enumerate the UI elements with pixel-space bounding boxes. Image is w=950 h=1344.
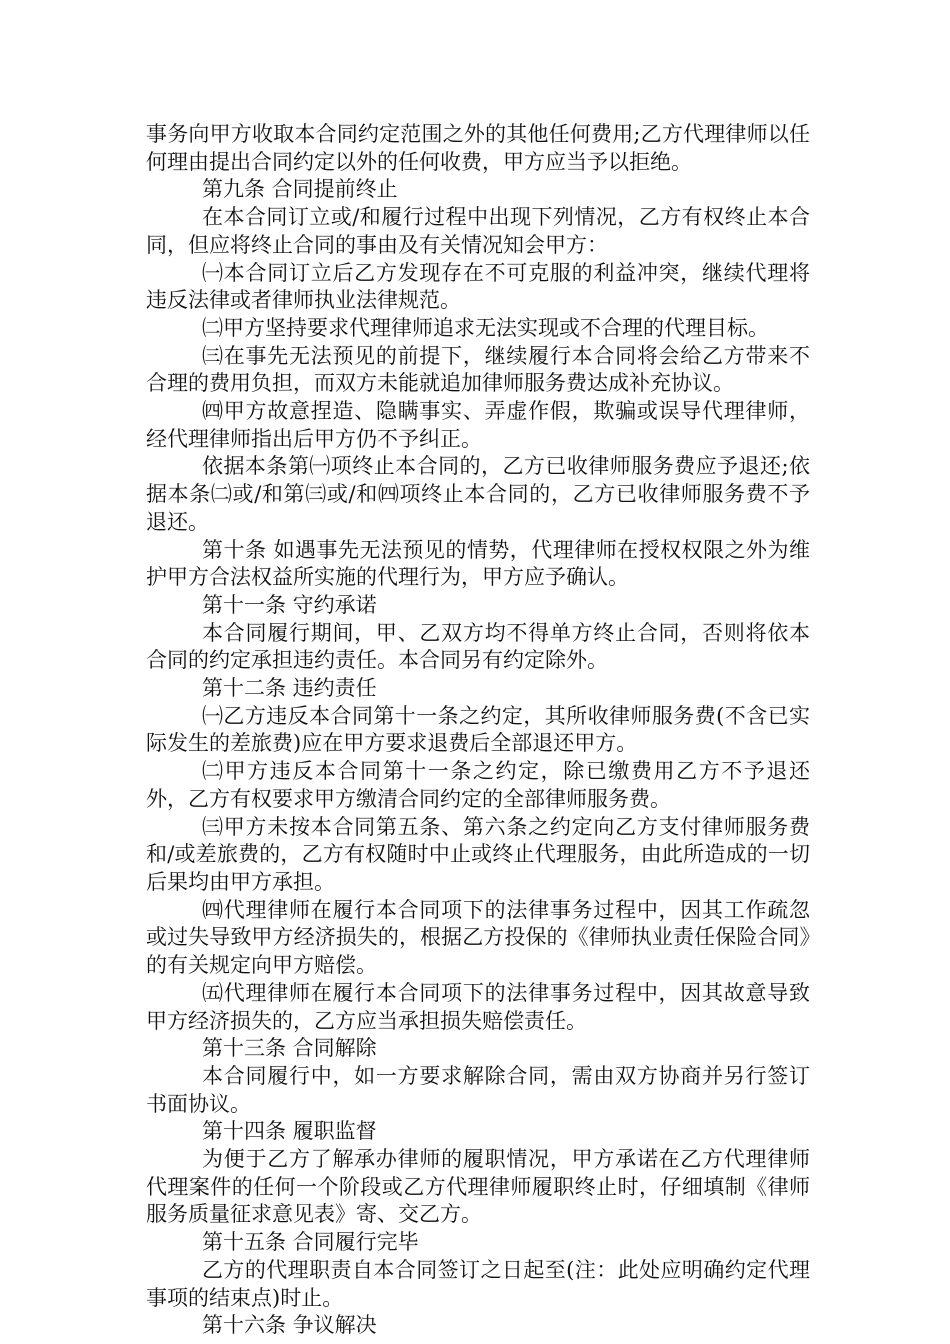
article-12-item-3: ㈢甲方未按本合同第五条、第六条之约定向乙方支付律师服务费和/或差旅费的，乙方有权随时中止或终止代理服务，由此所造成的一切后果均由甲方承担。 [146,814,810,894]
article-15-heading: 第十五条 合同履行完毕 [202,1230,419,1255]
article-9-item-2: ㈡甲方坚持要求代理律师追求无法实现或不合理的代理目标。 [202,315,769,340]
article-9-heading: 第九条 合同提前终止 [202,177,398,202]
document-page [146,121,810,1340]
article-9-item-4: ㈣甲方故意捏造、隐瞒事实、弄虚作假，欺骗或误导代理律师，经代理律师指出后甲方仍不予纠正。 [146,399,810,451]
article-9-item-1: ㈠本合同订立后乙方发现存在不可克服的利益冲突，继续代理将违反法律或者律师执业法律规范。 [146,260,810,313]
article-13-body: 本合同履行中，如一方要求解除合同，需由双方协商并另行签订书面协议。 [146,1063,810,1116]
article-15-body: 乙方的代理职责自本合同签订之日起至(注：此处应明确约定代理事项的结束点)时止。 [146,1257,810,1310]
article-9-item-3: ㈢在事先无法预见的前提下，继续履行本合同将会给乙方带来不合理的费用负担，而双方未能就追加律师服务费达成补充协议。 [146,343,810,396]
article-9-refund-rule: 依据本条第㈠项终止本合同的，乙方已收律师服务费应予退还;依据本条㈡或/和第㈢或/和㈣项终止本合同的，乙方已收律师服务费不予退还。 [146,454,810,534]
article-11-heading: 第十一条 守约承诺 [202,592,377,617]
article-16-heading: 第十六条 争议解决 [202,1313,377,1338]
article-14-body: 为便于乙方了解承办律师的履职情况，甲方承诺在乙方代理律师代理案件的任何一个阶段或乙方代理律师履职终止时，仔细填制《律师服务质量征求意见表》寄、交乙方。 [146,1147,810,1227]
article-12-item-2: ㈡甲方违反本合同第十一条之约定，除已缴费用乙方不予退还外，乙方有权要求甲方缴清合同约定的全部律师服务费。 [146,759,810,811]
article-12-item-5: ㈤代理律师在履行本合同项下的法律事务过程中，因其故意导致甲方经济损失的，乙方应当承担损失赔偿责任。 [146,980,810,1033]
paragraph-fees-continued: 事务向甲方收取本合同约定范围之外的其他任何费用;乙方代理律师以任何理由提出合同约定以外的任何收费，甲方应当予以拒绝。 [146,122,810,174]
article-13-heading: 第十三条 合同解除 [202,1036,377,1061]
article-12-heading: 第十二条 违约责任 [202,676,377,701]
article-11-body: 本合同履行期间，甲、乙双方均不得单方终止合同，否则将依本合同的约定承担违约责任。本合同另有约定除外。 [146,620,810,673]
article-10: 第十条 如遇事先无法预见的情势，代理律师在授权权限之外为维护甲方合法权益所实施的代理行为，甲方应予确认。 [146,537,810,590]
article-12-item-4: ㈣代理律师在履行本合同项下的法律事务过程中，因其工作疏忽或过失导致甲方经济损失的，根据乙方投保的《律师执业责任保险合同》的有关规定向甲方赔偿。 [146,897,810,978]
article-12-item-1: ㈠乙方违反本合同第十一条之约定，其所收律师服务费(不含已实际发生的差旅费)应在甲方要求退费后全部退还甲方。 [146,703,810,756]
article-14-heading: 第十四条 履职监督 [202,1119,377,1144]
article-9-intro: 在本合同订立或/和履行过程中出现下列情况，乙方有权终止本合同，但应将终止合同的事由及有关情况知会甲方： [146,205,810,257]
